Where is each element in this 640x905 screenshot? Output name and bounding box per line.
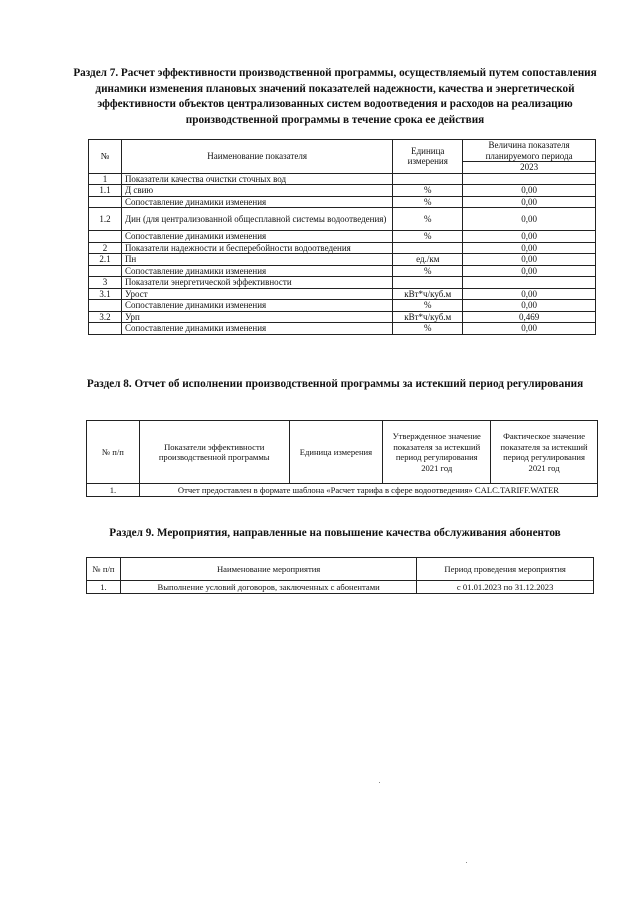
section-8-title: Раздел 8. Отчет об исполнении производственной программы за истекший период регулирования [86,378,584,390]
row-num [89,196,122,208]
col-period-header: Период проведения мероприятия [417,558,594,581]
row-name: Сопоставление динамики изменения [121,196,392,208]
row-value: 0,00 [463,208,596,231]
row-name: Показатели качества очистки сточных вод [121,173,392,185]
table-row [89,265,596,277]
table-row [89,173,596,185]
col-unit-header: Единица измерения [393,140,463,174]
row-value: 0,00 [463,254,596,266]
row-unit: % [393,208,463,231]
col-name-header: Наименование показателя [121,140,392,174]
table-row [87,484,598,497]
table-row [89,254,596,266]
row-value: 0,00 [463,300,596,312]
row-value: 0,00 [463,185,596,197]
scan-speck [466,862,467,863]
row-num: 1.2 [89,208,122,231]
row-value: 0,00 [463,196,596,208]
row-num: 3.1 [89,288,122,300]
row-num: 1.1 [89,185,122,197]
row-name: Показатели надежности и бесперебойности водоотведения [121,242,392,254]
row-num: 3 [89,277,122,289]
row-num: 1. [87,581,121,594]
table-row [89,311,596,323]
row-num: 2.1 [89,254,122,266]
row-num: 1. [87,484,140,497]
col-unit-header: Единица измерения [289,421,383,484]
row-unit: % [393,300,463,312]
table-row [89,288,596,300]
row-unit: % [393,265,463,277]
row-name: Сопоставление динамики изменения [121,323,392,335]
row-num [89,231,122,243]
row-value [463,173,596,185]
row-unit: % [393,196,463,208]
row-num: 2 [89,242,122,254]
row-name: Сопоставление динамики изменения [121,300,392,312]
row-name: Пн [121,254,392,266]
row-name: Дин (для централизованной общесплавной системы водоотведения) [121,208,392,231]
row-name: Урп [121,311,392,323]
section-9-title: Раздел 9. Мероприятия, направленные на повышение качества обслуживания абонентов [109,527,561,539]
col-name-header: Наименование мероприятия [120,558,416,581]
table-row [89,231,596,243]
section-7-title: Раздел 7. Расчет эффективности производственной программы, осуществляемый путем сопоставления динамики изменения плановых значений показателей надежности, качества и энергетической эффективности объектов централизованных систем водоотведения и расходов на реализацию производственной программы в течение срока ее действия [73,67,597,126]
col-num-header: № п/п [87,558,121,581]
table-row [89,300,596,312]
scan-speck [379,782,380,783]
col-num-header: № [89,140,122,174]
row-value: 0,00 [463,231,596,243]
report-note: Отчет предоставлен в формате шаблона «Расчет тарифа в сфере водоотведения» CALC.TARIFF.WATER [139,484,597,497]
col-value-header: Величина показателя планируемого периода [463,140,596,162]
col-name-header: Показатели эффективности производственной программы [139,421,289,484]
row-value: 0,00 [463,265,596,277]
row-unit [393,173,463,185]
row-unit [393,242,463,254]
row-value [463,277,596,289]
table-row [89,242,596,254]
row-num: 1 [89,173,122,185]
row-unit: кВт*ч/куб.м [393,311,463,323]
row-name: Д свию [121,185,392,197]
table-row [89,323,596,335]
row-unit: кВт*ч/куб.м [393,288,463,300]
report-table [86,420,598,497]
row-period: с 01.01.2023 по 31.12.2023 [417,581,594,594]
row-num [89,265,122,277]
efficiency-table [88,139,596,335]
row-value: 0,00 [463,288,596,300]
row-unit: % [393,323,463,335]
table-row [89,196,596,208]
row-value: 0,00 [463,242,596,254]
col-year-header: 2023 [463,162,596,174]
col-approved-header: Утвержденное значение показателя за истекший период регулирования 2021 год [383,421,491,484]
row-name: Урост [121,288,392,300]
row-value: 0,00 [463,323,596,335]
row-unit: % [393,185,463,197]
table-row [87,581,594,594]
row-unit: ед./км [393,254,463,266]
col-actual-header: Фактическое значение показателя за истекший период регулирования 2021 год [491,421,598,484]
row-name: Показатели энергетической эффективности [121,277,392,289]
row-name: Сопоставление динамики изменения [121,231,392,243]
row-name: Сопоставление динамики изменения [121,265,392,277]
row-name: Выполнение условий договоров, заключенных с абонентами [120,581,416,594]
row-value: 0,469 [463,311,596,323]
row-num [89,300,122,312]
row-unit: % [393,231,463,243]
table-row [89,277,596,289]
table-row [89,185,596,197]
measures-table [86,557,594,594]
row-unit [393,277,463,289]
col-num-header: № п/п [87,421,140,484]
row-num [89,323,122,335]
table-row [89,208,596,231]
row-num: 3.2 [89,311,122,323]
